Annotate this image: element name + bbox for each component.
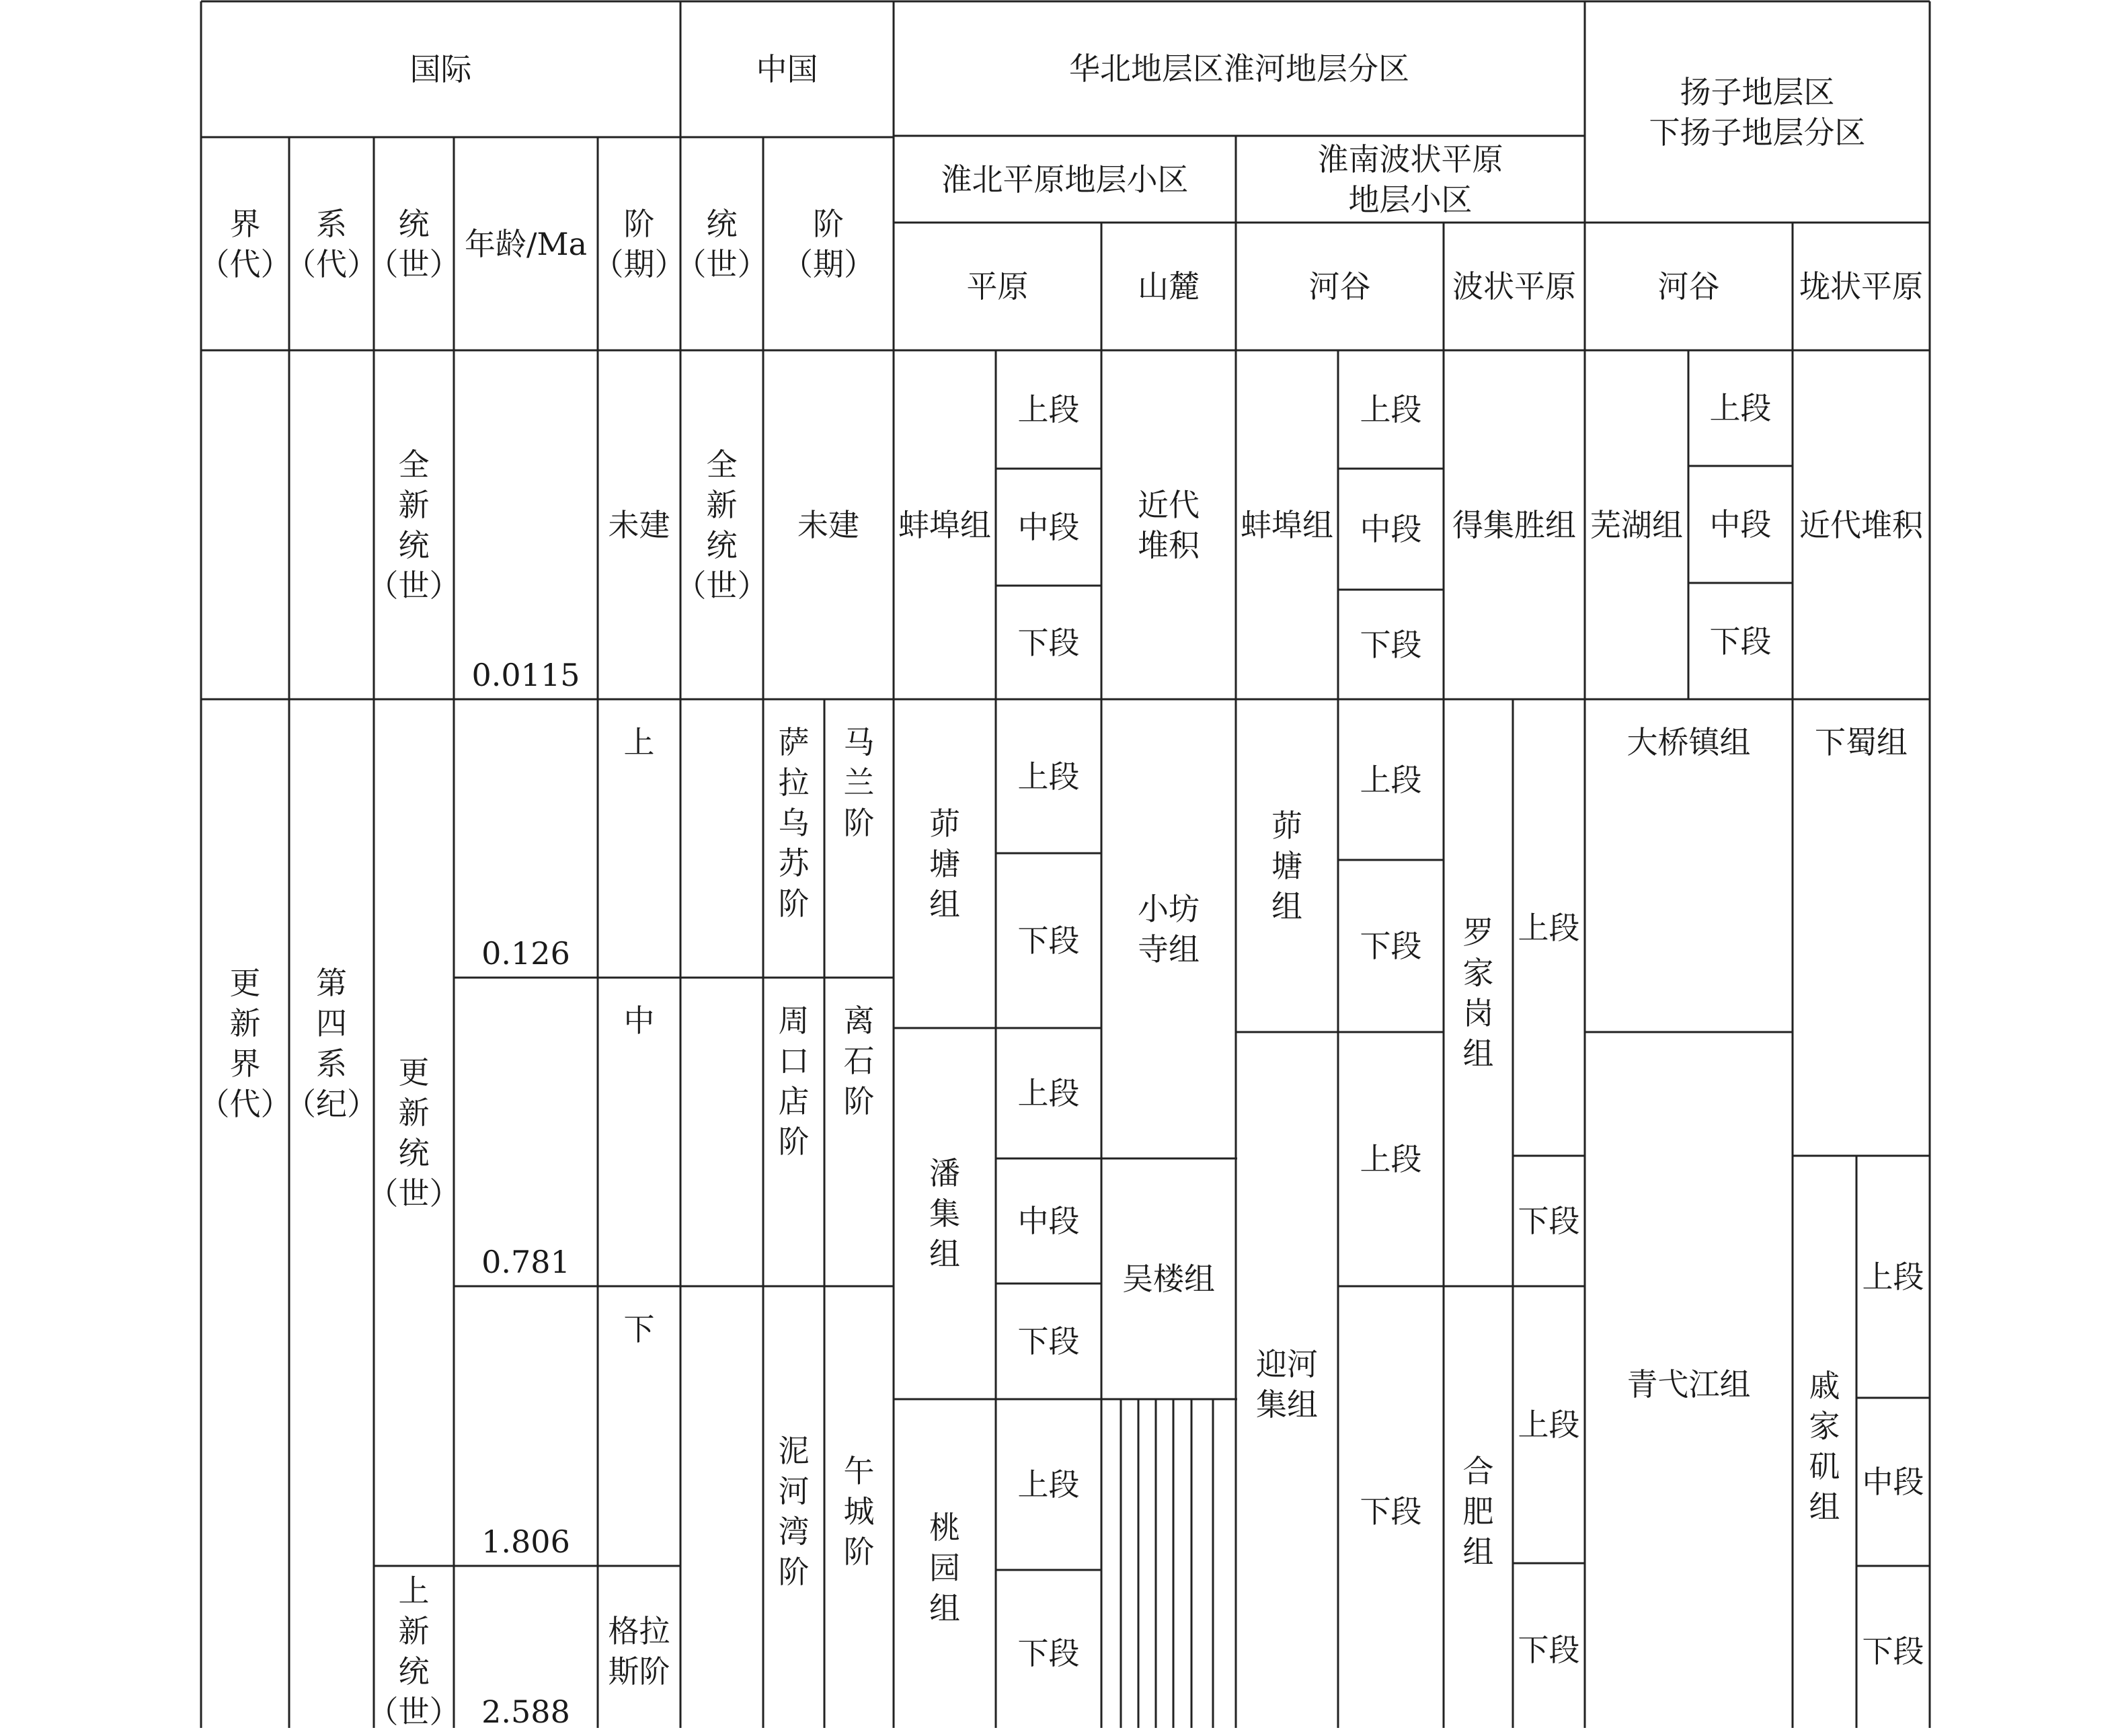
formation-maotang-1: 茆 塘 组 bbox=[929, 805, 960, 922]
cn-stage-unbuilt: 未建 bbox=[797, 506, 859, 543]
member-lower: 下段 bbox=[1360, 626, 1422, 663]
member-lower: 下段 bbox=[1017, 922, 1080, 959]
member-lower: 下段 bbox=[1017, 1323, 1080, 1359]
age-0: 0.0115 bbox=[471, 657, 580, 693]
member-upper: 上段 bbox=[1518, 1407, 1580, 1443]
formation-modern-1: 近代 堆积 bbox=[1138, 486, 1200, 563]
pleistocene-label: 更 新 统 （世） bbox=[367, 1054, 461, 1212]
member-lower: 下段 bbox=[1360, 928, 1422, 964]
member-upper: 上段 bbox=[1017, 1075, 1080, 1111]
member-upper: 上段 bbox=[1518, 909, 1580, 946]
stage-nihewan: 泥 河 湾 阶 bbox=[778, 1432, 810, 1590]
age-4: 2.588 bbox=[481, 1694, 570, 1730]
member-upper: 上段 bbox=[1017, 391, 1080, 428]
member-middle: 中段 bbox=[1017, 509, 1080, 545]
cn-holocene-label: 全 新 统 （世） bbox=[675, 446, 769, 604]
formation-qingyijiang: 青弋江组 bbox=[1626, 1366, 1751, 1403]
header-huainan-subzone: 淮南波状平原 地层小区 bbox=[1317, 141, 1503, 218]
col-erathem: 界 （代） bbox=[198, 205, 292, 282]
col-cn-series: 统 （世） bbox=[675, 205, 769, 282]
system-label: 第 四 系 （纪） bbox=[285, 964, 378, 1122]
erathem-label: 更 新 界 （代） bbox=[198, 964, 292, 1122]
member-lower: 下段 bbox=[1518, 1203, 1580, 1239]
age-2: 0.781 bbox=[481, 1244, 570, 1280]
stage-wucheng: 午 城 阶 bbox=[843, 1452, 875, 1570]
age-1: 0.126 bbox=[481, 935, 570, 972]
member-lower: 下段 bbox=[1862, 1632, 1924, 1669]
formation-bengbu-2: 蚌埠组 bbox=[1241, 506, 1333, 543]
member-upper: 上段 bbox=[1360, 391, 1422, 428]
member-lower: 下段 bbox=[1017, 624, 1080, 661]
holocene-label: 全 新 统 （世） bbox=[367, 446, 461, 604]
member-upper: 上段 bbox=[1017, 1466, 1080, 1503]
formation-deji: 得集胜组 bbox=[1452, 506, 1576, 543]
formation-wulou: 吴楼组 bbox=[1122, 1261, 1215, 1297]
member-lower: 下段 bbox=[1017, 1634, 1080, 1671]
member-middle: 中段 bbox=[1862, 1464, 1924, 1500]
stage-salawusu: 萨 拉 乌 苏 阶 bbox=[778, 724, 810, 922]
header-huaibei-subzone: 淮北平原地层小区 bbox=[941, 161, 1189, 198]
stage-upper: 上 bbox=[623, 724, 655, 760]
formation-panji: 潘 集 组 bbox=[929, 1155, 960, 1272]
formation-bengbu-1: 蚌埠组 bbox=[898, 506, 991, 543]
formation-maotang-2: 茆 塘 组 bbox=[1271, 807, 1302, 924]
formation-wuhu: 芜湖组 bbox=[1590, 506, 1683, 543]
age-3: 1.806 bbox=[481, 1524, 570, 1560]
member-upper: 上段 bbox=[1862, 1259, 1924, 1295]
formation-modern-2: 近代堆积 bbox=[1799, 506, 1923, 543]
col-ridge-plain: 垅状平原 bbox=[1799, 268, 1923, 305]
pliocene-label: 上 新 统 （世） bbox=[367, 1572, 461, 1730]
member-upper: 上段 bbox=[1017, 758, 1080, 795]
header-china: 中国 bbox=[756, 51, 818, 87]
stage-malan: 马 兰 阶 bbox=[843, 724, 875, 841]
stage-middle: 中 bbox=[623, 1002, 655, 1039]
formation-xiashu: 下蜀组 bbox=[1815, 724, 1908, 760]
col-piedmont: 山麓 bbox=[1138, 268, 1200, 305]
formation-taoyuan: 桃 园 组 bbox=[929, 1509, 960, 1626]
formation-daqiaozhen: 大桥镇组 bbox=[1626, 724, 1751, 760]
formation-hefei: 合 肥 组 bbox=[1462, 1452, 1494, 1570]
member-middle: 中段 bbox=[1709, 506, 1772, 543]
formation-xiaofangsi: 小坊 寺组 bbox=[1138, 890, 1200, 968]
formation-yinghe: 迎河 集组 bbox=[1256, 1345, 1318, 1423]
header-international: 国际 bbox=[409, 51, 472, 87]
col-system: 系 （代） bbox=[285, 205, 378, 282]
member-lower: 下段 bbox=[1360, 1493, 1422, 1530]
stage-zhoukoudian: 周 口 店 阶 bbox=[778, 1002, 810, 1160]
stage-unbuilt: 未建 bbox=[608, 506, 670, 543]
member-lower: 下段 bbox=[1709, 623, 1772, 660]
stage-lower: 下 bbox=[623, 1311, 655, 1347]
col-undulating-plain: 波状平原 bbox=[1452, 268, 1576, 305]
col-valley-2: 河谷 bbox=[1657, 268, 1720, 305]
col-valley-1: 河谷 bbox=[1308, 268, 1371, 305]
header-huabei: 华北地层区淮河地层分区 bbox=[1069, 50, 1409, 87]
formation-qijiaji: 戚 家 矶 组 bbox=[1809, 1367, 1840, 1525]
member-upper: 上段 bbox=[1360, 1141, 1422, 1177]
col-cn-stage: 阶 （期） bbox=[782, 205, 875, 282]
formation-luojiagang: 罗 家 岗 组 bbox=[1462, 914, 1494, 1072]
header-yangtze: 扬子地层区 下扬子地层分区 bbox=[1649, 73, 1866, 151]
col-series: 统 （世） bbox=[367, 205, 461, 282]
member-middle: 中段 bbox=[1360, 511, 1422, 547]
col-age: 年龄/Ma bbox=[464, 225, 588, 262]
member-upper: 上段 bbox=[1709, 390, 1772, 426]
col-plain: 平原 bbox=[966, 268, 1029, 305]
member-lower: 下段 bbox=[1518, 1631, 1580, 1668]
stage-lishi: 离 石 阶 bbox=[843, 1002, 875, 1119]
stage-gelasian: 格拉 斯阶 bbox=[608, 1612, 670, 1690]
member-upper: 上段 bbox=[1360, 761, 1422, 798]
member-middle: 中段 bbox=[1017, 1203, 1080, 1239]
col-stage: 阶 （期） bbox=[592, 205, 686, 282]
